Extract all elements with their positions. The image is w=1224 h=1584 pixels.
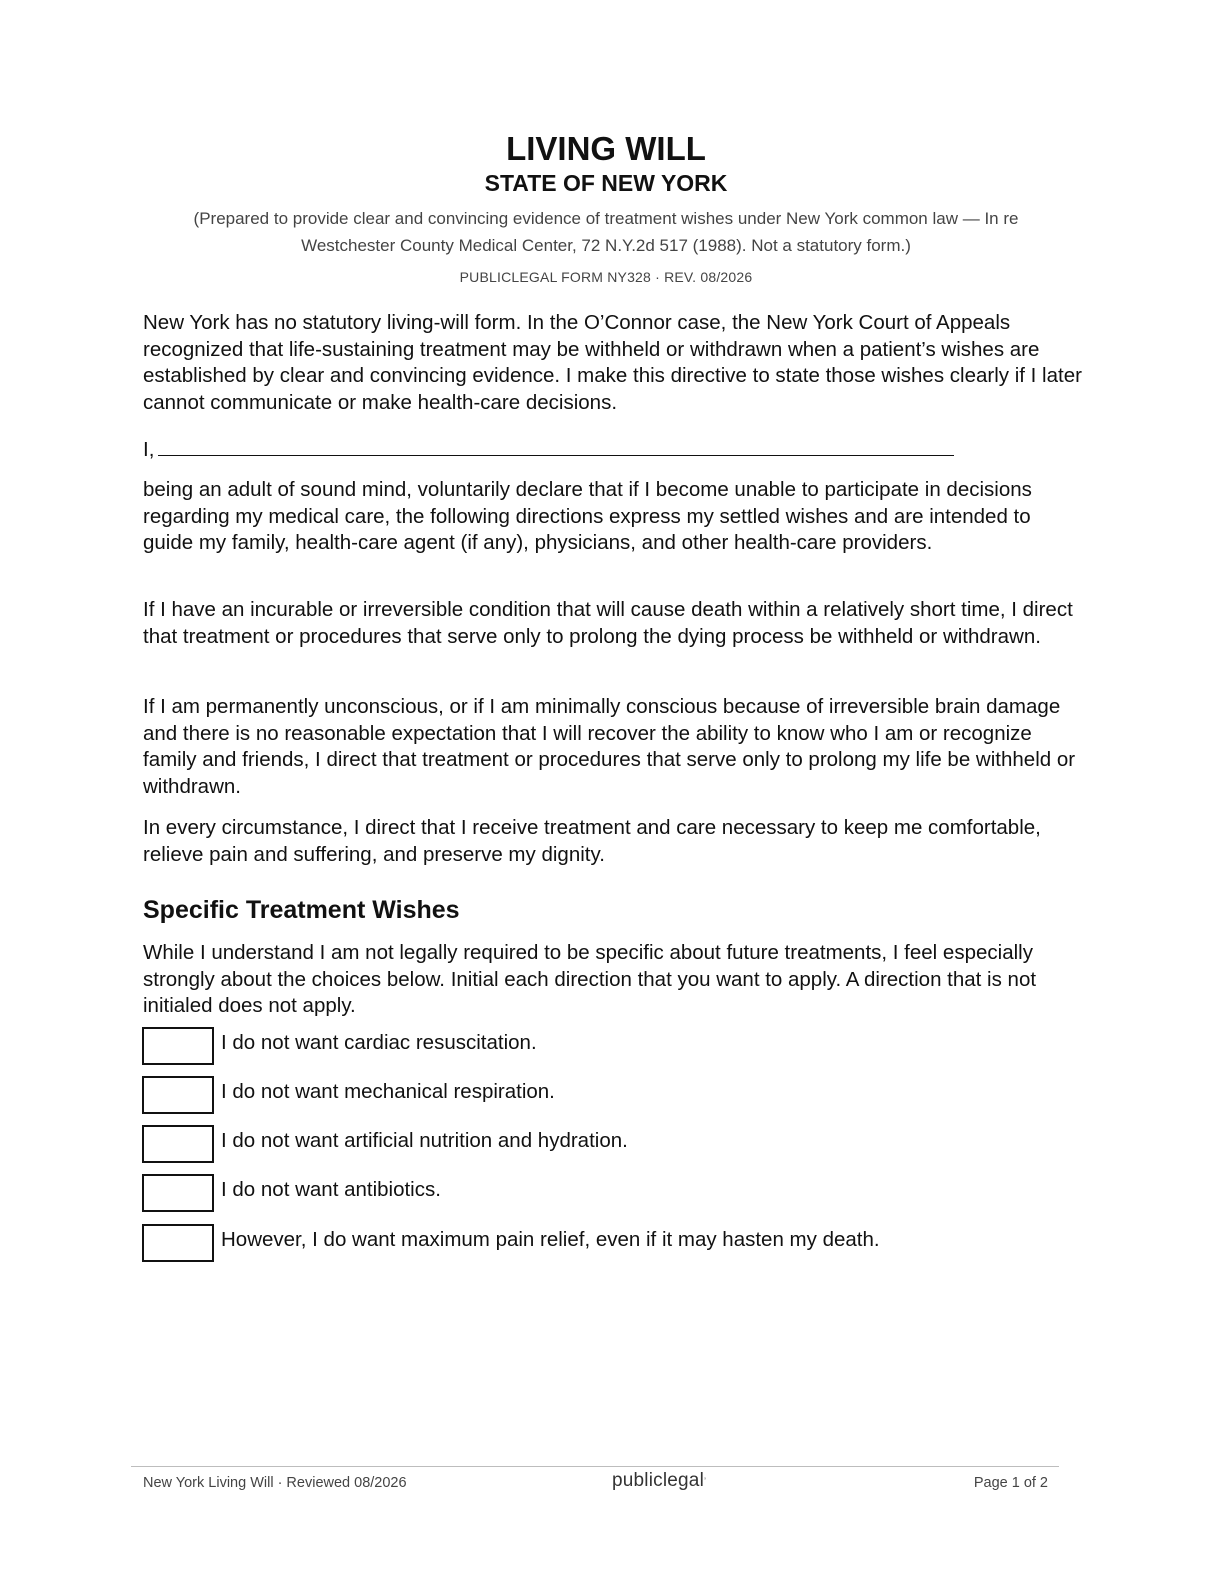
name-prefix: I, [143, 438, 155, 461]
unconscious-condition-paragraph: If I am permanently unconscious, or if I am minimally conscious because of irreversible brain damage and there is no reasonable expectation that I will recover the ability to know who I am or recognize family and friends, I direct that treatment or procedures that serve only to prolong my life be withheld or withdrawn. [143, 695, 1076, 798]
document-title: LIVING WILL [506, 130, 706, 167]
initials-box[interactable] [142, 1125, 214, 1163]
initials-box[interactable] [142, 1076, 214, 1114]
document-subtitle: STATE OF NEW YORK [484, 170, 728, 196]
wish-option-label: I do not want antibiotics. [221, 1178, 441, 1201]
wish-option-label: However, I do want maximum pain relief, even if it may hasten my death. [221, 1228, 880, 1251]
form-number: PUBLICLEGAL FORM NY328 · REV. 08/2026 [459, 269, 753, 285]
publiclegal-logo [612, 1469, 706, 1493]
legal-preamble: (Prepared to provide clear and convincing evidence of treatment wishes under New York common law — In re Westchester County Medical Center, 72 N.Y.2d 517 (1988). Not a statutory form.) [193, 209, 1019, 255]
footer-divider [131, 1466, 1059, 1467]
page-number: Page 1 of 2 [973, 1475, 1048, 1491]
wish-option-pain-relief [142, 1224, 1042, 1262]
specific-wishes-instructions: While I understand I am not legally required to be specific about future treatments, I feel especially strongly about the choices below. Initial each direction that you want to apply. A direction that is not initialed does not apply. [143, 941, 1037, 1018]
declarant-name-field[interactable] [158, 436, 954, 456]
declaration-paragraph: being an adult of sound mind, voluntarily declare that if I become unable to participate in decisions regarding my medical care, the following directions express my settled wishes and are intended to guide my family, health-care agent (if any), physicians, and other health-care providers. [143, 478, 1032, 555]
wish-option-label: I do not want artificial nutrition and hydration. [221, 1129, 628, 1152]
specific-wishes-heading: Specific Treatment Wishes [143, 896, 460, 924]
logo-text: publiclegal [612, 1470, 704, 1491]
wish-option-artificial-nutrition [142, 1125, 1042, 1163]
initials-box[interactable] [142, 1174, 214, 1212]
wish-option-label: I do not want mechanical respiration. [221, 1080, 555, 1103]
declarant-name-line [143, 436, 963, 463]
initials-box[interactable] [142, 1027, 214, 1065]
intro-paragraph: New York has no statutory living-will form. In the O’Connor case, the New York Court of Appeals recognized that life-sustaining treatment may be withheld or withdrawn when a patient’s wishes are established by clear and convincing evidence. I make this directive to state those wishes clearly if I later cannot communicate or make health-care decisions. [143, 311, 1082, 414]
wish-option-label: I do not want cardiac resuscitation. [221, 1031, 537, 1054]
logo-mark-icon: ’ [704, 1476, 707, 1486]
wish-option-mechanical-respiration [142, 1076, 1042, 1114]
footer-document-info: New York Living Will · Reviewed 08/2026 [143, 1475, 407, 1491]
wish-option-cardiac-resuscitation [142, 1027, 1042, 1065]
initials-box[interactable] [142, 1224, 214, 1262]
terminal-condition-paragraph: If I have an incurable or irreversible condition that will cause death within a relatively short time, I direct that treatment or procedures that serve only to prolong the dying process be withheld or withdrawn. [143, 598, 1073, 648]
wish-option-antibiotics [142, 1174, 1042, 1212]
comfort-care-paragraph: In every circumstance, I direct that I receive treatment and care necessary to keep me comfortable, relieve pain and suffering, and preserve my dignity. [143, 816, 1041, 866]
